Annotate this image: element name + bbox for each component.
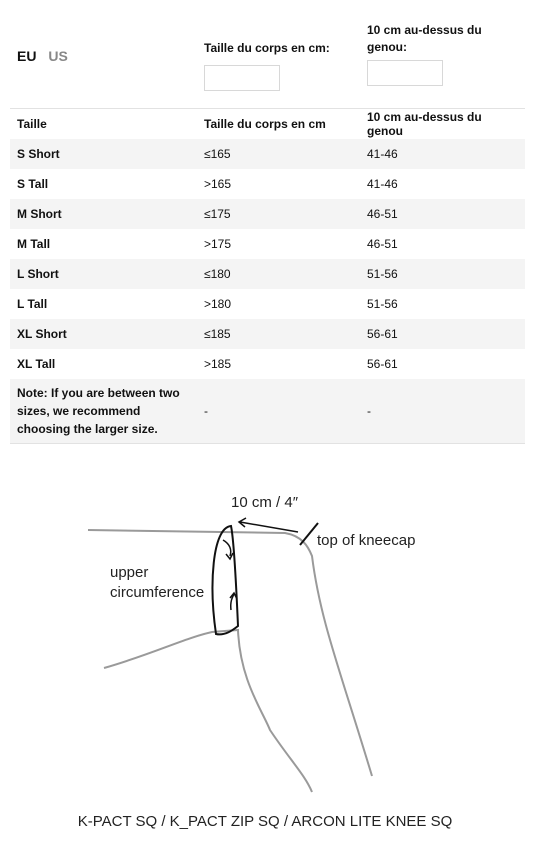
body-height-label: Taille du corps en cm: [204, 41, 330, 55]
upper-label: upper [110, 564, 149, 581]
table-row [10, 169, 525, 199]
cell-size: S Tall [17, 177, 49, 191]
cell-body-height: ≤180 [204, 267, 231, 281]
circumference-arrow-icon [223, 540, 231, 556]
table-row [10, 319, 525, 349]
cell-body-height: >180 [204, 297, 232, 311]
knee-circumference-input[interactable] [367, 60, 443, 86]
cell-size: XL Tall [17, 357, 56, 371]
cell-body-height: >175 [204, 237, 232, 251]
unit-us-tab[interactable]: US [48, 48, 68, 64]
cell-knee-circumference: 41-46 [367, 147, 398, 161]
cell-size: L Tall [17, 297, 48, 311]
unit-eu-tab[interactable]: EU [17, 48, 37, 64]
circumference-label: circumference [110, 584, 205, 601]
table-header-row [10, 109, 525, 140]
kneecap-marker [300, 523, 318, 545]
table-row [10, 349, 525, 379]
kneecap-label: top of kneecap [317, 532, 416, 549]
cell-body-height: ≤185 [204, 327, 231, 341]
body-height-input[interactable] [204, 65, 280, 91]
product-caption: K-PACT SQ / K_PACT ZIP SQ / ARCON LITE KNEE SQ [77, 813, 453, 830]
cell-knee-circumference: 56-61 [367, 327, 398, 341]
knee-circumference-label: 10 cm au-dessus du genou: [367, 23, 482, 54]
size-table [10, 108, 525, 444]
cell-size: S Short [17, 147, 60, 161]
cell-knee-circumference: 46-51 [367, 207, 398, 221]
table-row [10, 259, 525, 289]
cell-size: L Short [17, 267, 59, 281]
cell-body-height: ≤165 [204, 147, 231, 161]
note-knee-circumference: - [367, 404, 371, 418]
cell-knee-circumference: 46-51 [367, 237, 398, 251]
cell-knee-circumference: 51-56 [367, 297, 398, 311]
leg-lower-outline [104, 630, 312, 792]
header-knee-circumference: 10 cm au-dessus du genou [360, 109, 525, 140]
cell-knee-circumference: 41-46 [367, 177, 398, 191]
note-body-height: - [204, 404, 208, 418]
cell-body-height: ≤175 [204, 207, 231, 221]
cell-body-height: >185 [204, 357, 232, 371]
cell-knee-circumference: 56-61 [367, 357, 398, 371]
cell-size: XL Short [17, 327, 67, 341]
cell-size: M Tall [17, 237, 51, 251]
table-note-row [10, 379, 525, 444]
cell-body-height: >165 [204, 177, 232, 191]
distance-arrow-icon [240, 522, 298, 532]
table-row [10, 289, 525, 319]
distance-label: 10 cm / 4″ [231, 494, 299, 511]
knee-circumference-filter [367, 22, 517, 86]
cell-knee-circumference: 51-56 [367, 267, 398, 281]
table-row [10, 199, 525, 229]
knee-measurement-diagram [0, 470, 549, 860]
body-height-filter [204, 40, 330, 91]
unit-toggle [17, 48, 76, 64]
cell-size: M Short [17, 207, 62, 221]
note-text: Note: If you are between two sizes, we recommend choosing the larger size. [17, 386, 180, 436]
header-body-height: Taille du corps en cm [197, 109, 360, 140]
header-size: Taille [10, 109, 197, 140]
table-row [10, 139, 525, 169]
table-row [10, 229, 525, 259]
